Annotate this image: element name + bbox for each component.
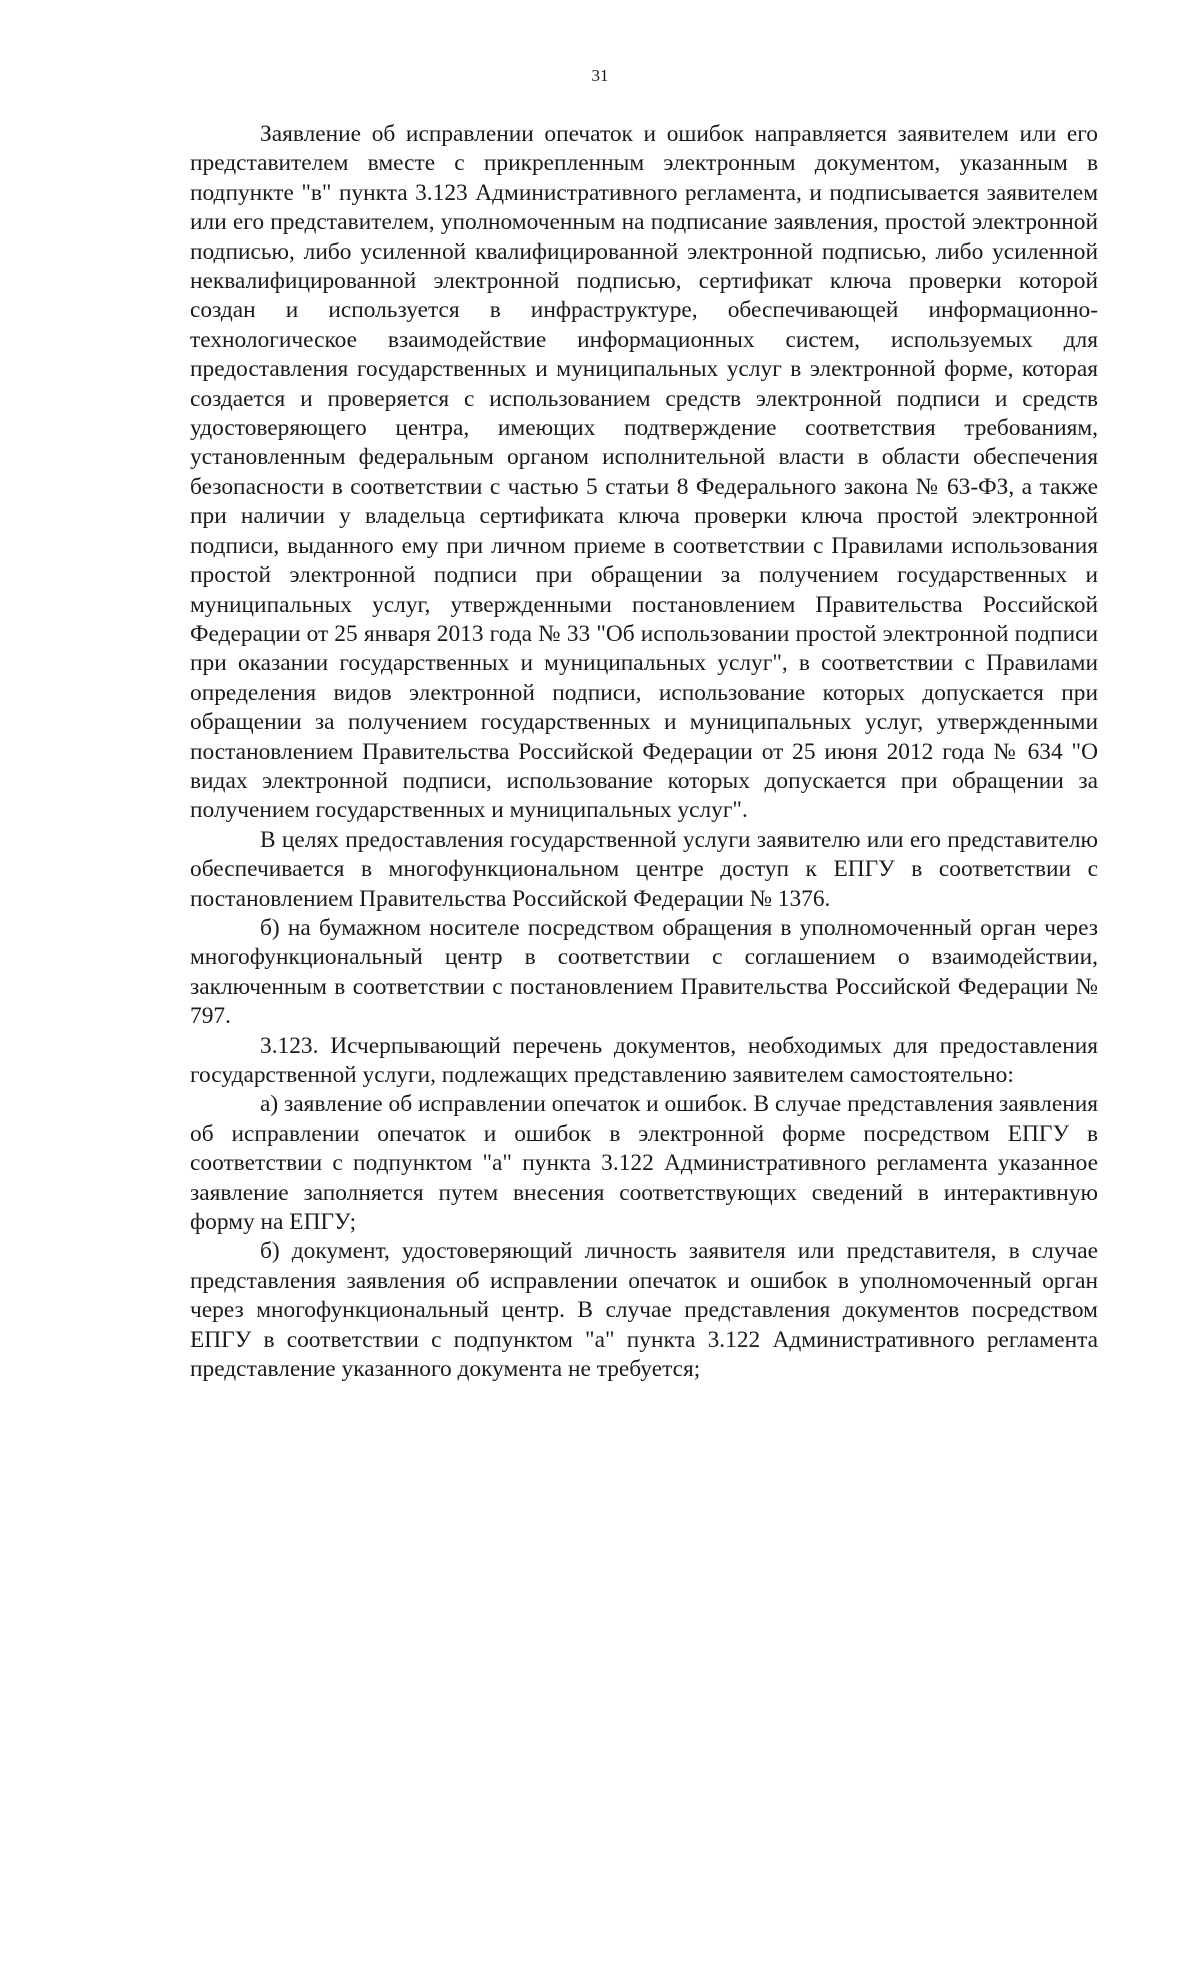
paragraph-item-b: б) документ, удостоверяющий личность заявителя или представителя, в случае представления заявления об исправлении опечаток и ошибок в уполномоченный орган через многофункциональный центр. В случае представления документов посредством ЕПГУ в соответствии с подпунктом "а" пункта 3.122 Административного регламента представление указанного документа не требуется; (190, 1238, 1098, 1383)
paragraph-section-3-123: 3.123. Исчерпывающий перечень документов, необходимых для предоставления государственной услуги, подлежащих представлению заявителем самостоятельно: (190, 1032, 1098, 1088)
paragraph-paper-submission: б) на бумажном носителе посредством обращения в уполномоченный орган через многофункциональный центр в соответствии с соглашением о взаимодействии, заключенным в соответствии с постановлением Правительства Российской Федерации № 797. (190, 914, 1098, 1030)
page-number: 31 (591, 66, 609, 85)
paragraph-signature-requirements: Заявление об исправлении опечаток и ошибок направляется заявителем или его представителем вместе с прикрепленным электронным документом, указанным в подпункте "в" пункта 3.123 Административного регламента, и подписывается заявителем или его представителем, уполномоченным на подписание заявления, простой электронной подписью, либо усиленной квалифицированной электронной подписью, либо усиленной неквалифицированной электронной подписью, сертификат ключа проверки которой создан и используется в инфраструктуре, обеспечивающей информационно-технологическое взаимодействие информационных систем, используемых для предоставления государственных и муниципальных услуг в электронной форме, которая создается и проверяется с использованием средств электронной подписи и средств удостоверяющего центра, имеющих подтверждение соответствия требованиям, установленным федеральным органом исполнительной власти в области обеспечения безопасности в соответствии с частью 5 статьи 8 Федерального закона № 63-ФЗ, а также при наличии у владельца сертификата ключа проверки ключа простой электронной подписи, выданного ему при личном приеме в соответствии с Правилами использования простой электронной подписи при обращении за получением государственных и муниципальных услуг, утвержденными постановлением Правительства Российской Федерации от 25 января 2013 года № 33 "Об использовании простой электронной подписи при оказании государственных и муниципальных услуг", в соответствии с Правилами определения видов электронной подписи, использование которых допускается при обращении за получением государственных и муниципальных услуг, утвержденными постановлением Правительства Российской Федерации от 25 июня 2012 года № 634 "О видах электронной подписи, использование которых допускается при обращении за получением государственных и муниципальных услуг". (190, 121, 1098, 824)
document-body (190, 120, 1098, 1384)
paragraph-item-a: а) заявление об исправлении опечаток и ошибок. В случае представления заявления об исправлении опечаток и ошибок в электронной форме посредством ЕПГУ в соответствии с подпунктом "а" пункта 3.122 Административного регламента указанное заявление заполняется путем внесения соответствующих сведений в интерактивную форму на ЕПГУ; (190, 1091, 1098, 1236)
paragraph-epgu-access: В целях предоставления государственной услуги заявителю или его представителю обеспечивается в многофункциональном центре доступ к ЕПГУ в соответствии с постановлением Правительства Российской Федерации № 1376. (190, 826, 1098, 912)
